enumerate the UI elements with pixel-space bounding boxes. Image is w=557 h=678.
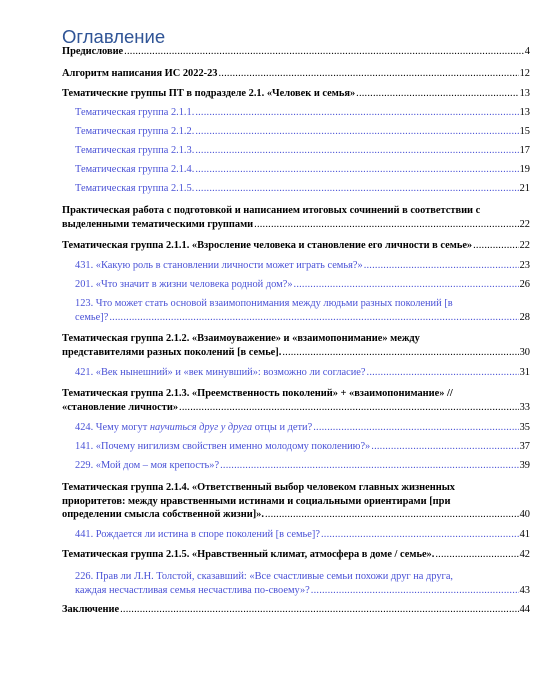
page-number: 17	[519, 145, 530, 156]
toc-entry-text: Алгоритм написания ИС 2022-23	[62, 68, 218, 79]
toc-entry-text-line: 226. Прав ли Л.Н. Толстой, сказавший: «Все счастливые семьи похожи друг на друга,	[75, 571, 454, 582]
page-number: 13	[519, 88, 530, 99]
toc-entry-text: 424. Чему могут научиться друг у друга отцы и дети?	[75, 422, 313, 433]
toc-entry[interactable]	[75, 421, 530, 435]
toc-entry[interactable]	[75, 459, 530, 473]
page-number: 33	[519, 401, 530, 413]
dot-leader	[435, 548, 518, 562]
toc-entry-text: Тематическая группа 2.1.4.	[75, 164, 195, 175]
dot-leader	[364, 259, 519, 273]
dot-leader	[179, 401, 519, 415]
toc-entry[interactable]	[75, 259, 530, 273]
page-number: 35	[519, 422, 530, 433]
toc-entry-text: Предисловие	[62, 46, 124, 57]
page-number: 21	[519, 183, 530, 194]
toc-entry-text: 229. «Мой дом – моя крепость»?	[75, 460, 220, 471]
dot-leader	[220, 459, 519, 473]
toc-entry-text: Тематическая группа 2.1.1. «Взросление человека и становление его личности в семье»	[62, 240, 473, 251]
toc-entry-text-line: Тематическая группа 2.1.3. «Преемственность поколений» + «взаимопонимание» //	[62, 388, 453, 399]
page-number: 44	[519, 604, 530, 615]
toc-entry-text: 201. «Что значит в жизни человека родной дом?»	[75, 279, 293, 290]
toc-entry[interactable]	[62, 481, 530, 522]
toc-entry-text: Тематическая группа 2.1.5.	[75, 183, 195, 194]
dot-leader	[195, 163, 518, 177]
toc-entry-text-line: Практическая работа с подготовкой и написанием итоговых сочинений в соответствии с	[62, 205, 481, 216]
dot-leader	[356, 87, 518, 101]
toc-entry-text-line: приоритетов: между нравственными истинами и социальными ориентирами [при	[62, 495, 451, 507]
page-number: 42	[519, 549, 530, 560]
toc-entry-text: 421. «Век нынешний» и «век минувший»: возможно ли согласие?	[75, 367, 366, 378]
toc-entry-text: семье]?	[75, 311, 109, 323]
toc-entry-text: Тематическая группа 2.1.5. «Нравственный климат, атмосфера в доме / семье».	[62, 549, 435, 560]
toc-entry-text: Тематическая группа 2.1.1.	[75, 107, 195, 118]
toc-heading: Оглавление	[62, 26, 166, 47]
dot-leader	[294, 278, 519, 292]
page-number: 28	[519, 311, 530, 323]
page-number: 22	[519, 218, 530, 230]
toc-entry[interactable]	[62, 45, 530, 59]
toc-entry[interactable]	[62, 603, 530, 617]
toc-entry-text: 141. «Почему нигилизм свойствен именно молодому поколению?»	[75, 441, 371, 452]
toc-entry[interactable]	[75, 163, 530, 177]
dot-leader	[124, 45, 524, 59]
toc-entry-text: представителями разных поколений [в семье].	[62, 346, 282, 358]
toc-entry[interactable]	[62, 387, 530, 414]
dot-leader	[473, 239, 518, 253]
dot-leader	[195, 182, 518, 196]
toc-entry[interactable]	[75, 366, 530, 380]
page-number: 39	[519, 460, 530, 471]
dot-leader	[282, 346, 518, 360]
page-number: 40	[519, 509, 530, 520]
toc-entry[interactable]	[75, 440, 530, 454]
page-number: 19	[519, 164, 530, 175]
page-number: 30	[519, 346, 530, 358]
dot-leader	[371, 440, 518, 454]
toc-entry[interactable]	[75, 528, 530, 542]
page-number: 37	[519, 441, 530, 452]
toc-entry[interactable]	[62, 67, 530, 81]
toc-entry-text: определении смысла собственной жизни]».	[62, 509, 264, 520]
toc-entry-text: Тематические группы ПТ в подразделе 2.1. «Человек и семья»	[62, 88, 356, 99]
toc-entry-text-line: Тематическая группа 2.1.4. «Ответственный выбор человеком главных жизненных	[62, 482, 456, 493]
toc-entry-text: 431. «Какую роль в становлении личности может играть семья?»	[75, 260, 363, 271]
page-number: 12	[519, 68, 530, 79]
toc-entry[interactable]	[75, 106, 530, 120]
toc-entry[interactable]	[75, 125, 530, 139]
toc-entry-text: Тематическая группа 2.1.2.	[75, 126, 195, 137]
dot-leader	[219, 67, 519, 81]
dot-leader	[109, 311, 518, 325]
toc-entry[interactable]	[75, 278, 530, 292]
toc-entry-text: каждая несчастливая семья несчастлива по-своему»?	[75, 584, 310, 596]
toc-entry-text: выделенными тематическими группами	[62, 218, 254, 230]
dot-leader	[321, 528, 519, 542]
page-number: 26	[519, 279, 530, 290]
dot-leader	[195, 125, 518, 139]
page-number: 31	[519, 367, 530, 378]
page-number: 41	[519, 529, 530, 540]
page-number: 4	[524, 46, 530, 57]
toc-entry-text: Тематическая группа 2.1.3.	[75, 145, 195, 156]
dot-leader	[367, 366, 519, 380]
page-number: 23	[519, 260, 530, 271]
toc-entry-text: «становление личности»	[62, 401, 179, 413]
toc-entry[interactable]	[75, 570, 530, 597]
page-number: 13	[519, 107, 530, 118]
toc-entry[interactable]	[75, 297, 530, 324]
page-number: 43	[519, 584, 530, 596]
page-number: 22	[519, 240, 530, 251]
toc-entry[interactable]	[62, 204, 530, 231]
page-number: 15	[519, 126, 530, 137]
dot-leader	[313, 421, 518, 435]
dot-leader	[311, 584, 519, 598]
toc-entry[interactable]	[75, 144, 530, 158]
toc-entry-text-line: 123. Что может стать основой взаимопонимания между людьми разных поколений [в	[75, 298, 453, 309]
dot-leader	[254, 218, 518, 232]
toc-entry-text: 441. Рождается ли истина в споре поколений [в семье]?	[75, 529, 320, 540]
dot-leader	[120, 603, 519, 617]
toc-entry[interactable]	[62, 239, 530, 253]
toc-entry-text: Заключение	[62, 604, 120, 615]
toc-entry[interactable]	[62, 332, 530, 359]
dot-leader	[195, 106, 518, 120]
toc-entry[interactable]	[62, 548, 530, 562]
dot-leader	[195, 144, 518, 158]
toc-entry[interactable]	[75, 182, 530, 196]
toc-entry-text-line: Тематическая группа 2.1.2. «Взаимоуважение» и «взаимопонимание» между	[62, 333, 420, 344]
toc-entry[interactable]	[62, 87, 530, 101]
dot-leader	[265, 508, 519, 522]
